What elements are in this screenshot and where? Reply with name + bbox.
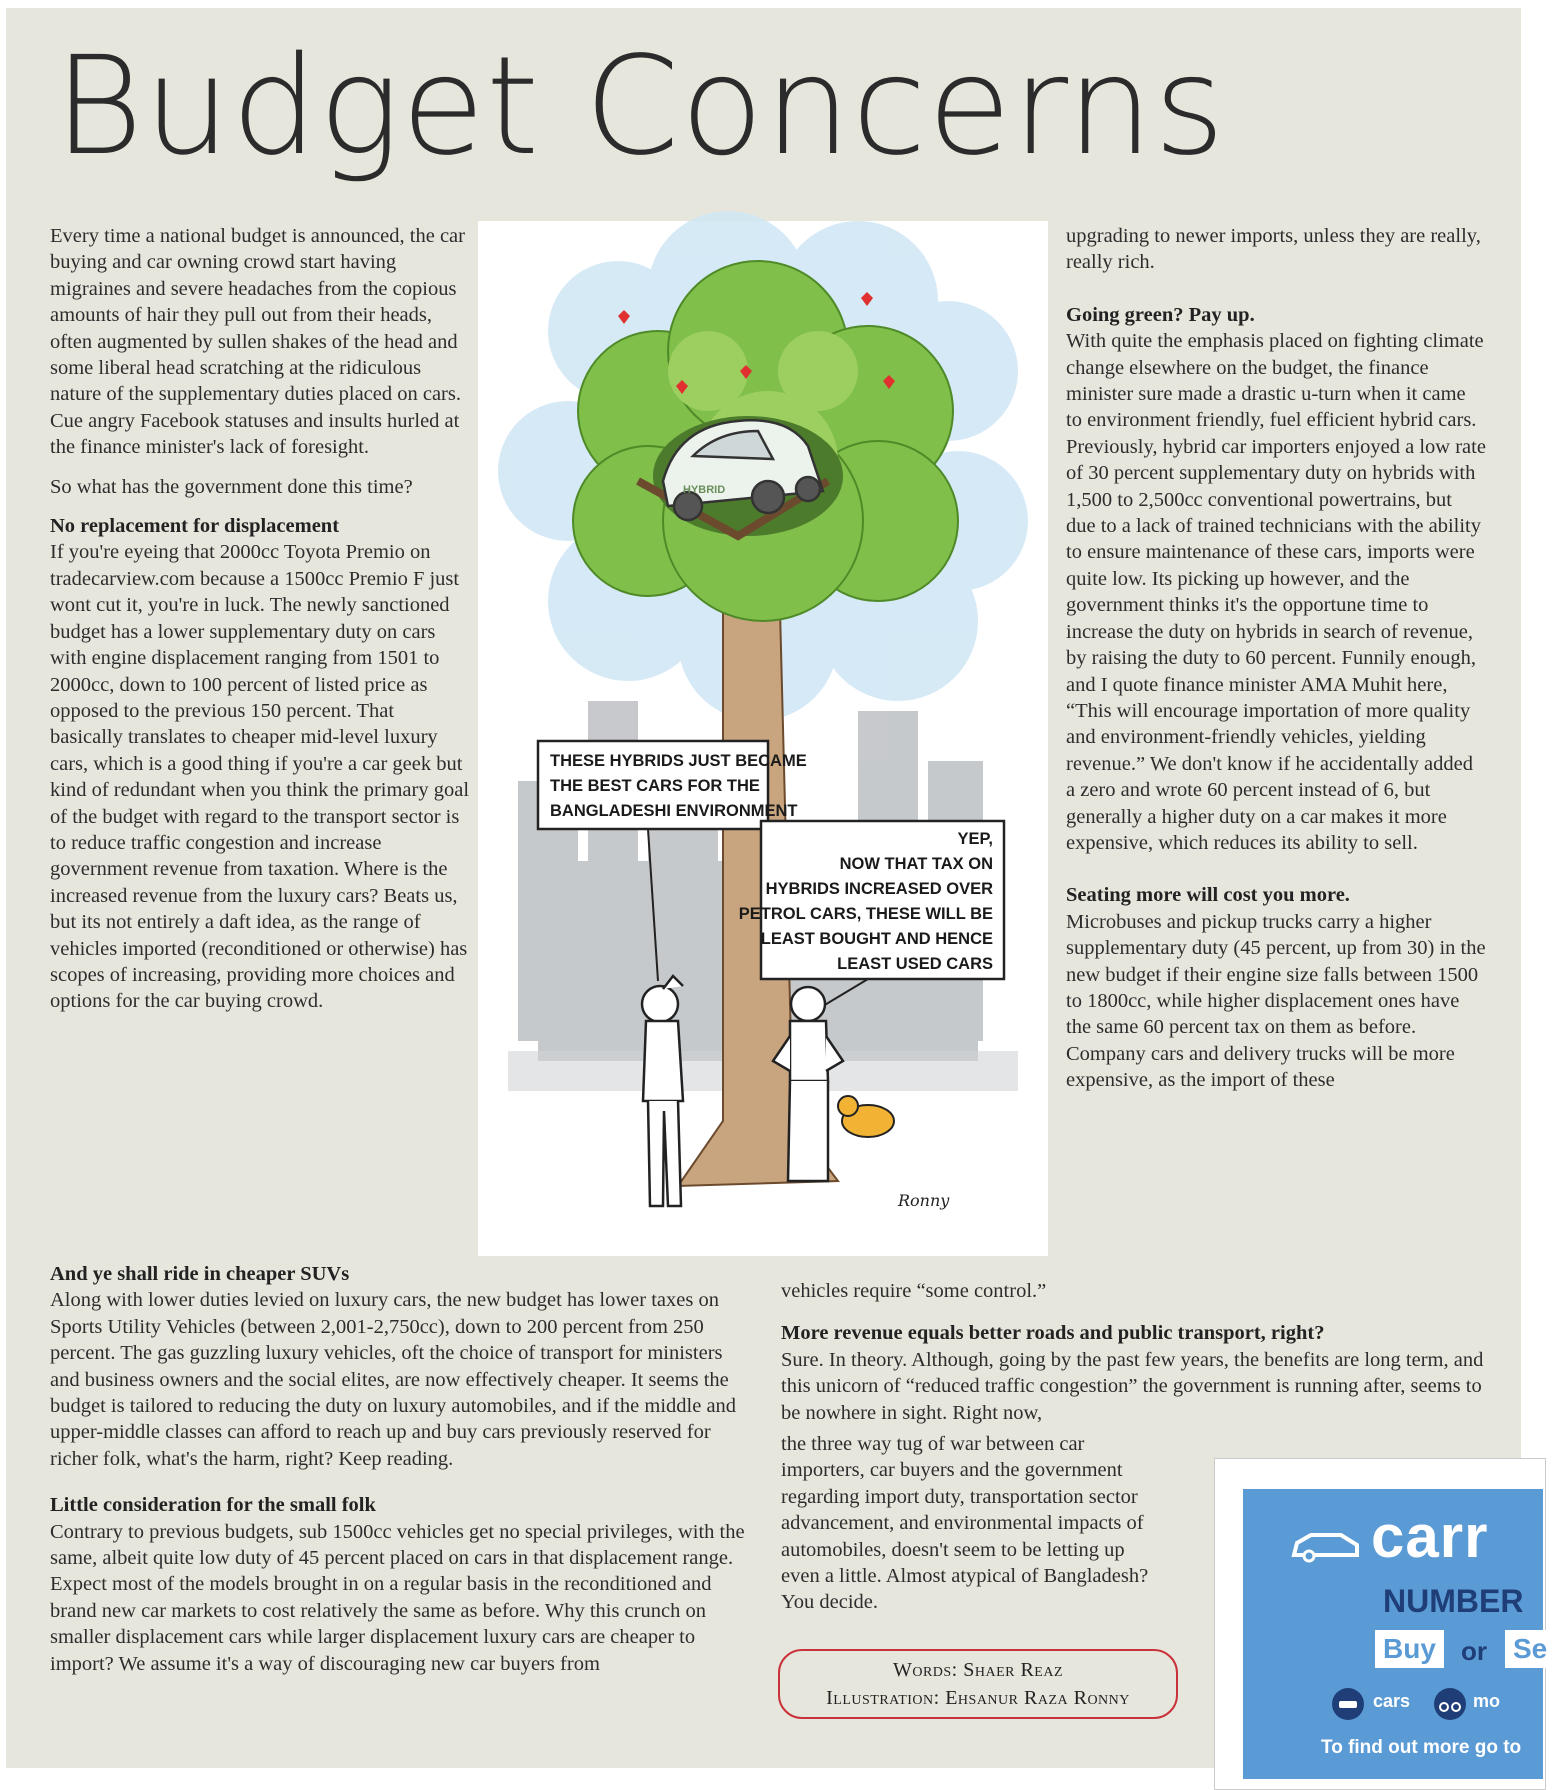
- ad-moto-label: mo: [1473, 1691, 1500, 1711]
- page-title: Budget Concerns: [54, 28, 1226, 186]
- column-lower-right-narrow: [781, 1431, 1161, 1629]
- section-heading-green: Going green? Pay up.: [1066, 303, 1255, 326]
- column-lower-right: [781, 1278, 1486, 1439]
- artist-signature: Ronny: [898, 1191, 950, 1210]
- section-body-revenue: Sure. In theory. Although, going by the past few years, the benefits are long term, and this unicorn of “reduced traffic congestion” the government is running after, seems to be nowhere in sight. Right now,: [781, 1348, 1484, 1424]
- credit-illustration: Illustration: Ehsanur Raza Ronny: [826, 1687, 1130, 1709]
- bubble-left-line: BANGLADESHI ENVIRONMENT: [550, 802, 798, 820]
- credits-box: [778, 1649, 1178, 1719]
- section-heading-small-folk: Little consideration for the small folk: [50, 1494, 376, 1517]
- dog-illustration: [838, 1096, 894, 1137]
- car-icon: [1331, 1687, 1365, 1721]
- bubble-right-line: PETROL CARS, THESE WILL BE: [738, 905, 993, 923]
- cartoon-illustration: [478, 221, 1048, 1256]
- section-body-revenue-cont: the three way tug of war between car importers, car buyers and the government regarding import duty, transportation sector advancement, and environmental impacts of automobiles, doesn't seem to be letting up even a little. Almost atypical of Bangladesh? You decide.: [781, 1433, 1149, 1614]
- bubble-right-line: HYBRIDS INCREASED OVER: [765, 880, 993, 898]
- ad-or: or: [1461, 1636, 1487, 1666]
- bubble-right-line: YEP,: [957, 830, 993, 848]
- ad-sell-button[interactable]: Se: [1505, 1630, 1555, 1668]
- section-heading-suvs: And ye shall ride in cheaper SUVs: [50, 1263, 350, 1285]
- column-left: [50, 223, 470, 1028]
- motorbike-icon: [1433, 1687, 1467, 1721]
- intro-question: So what has the government done this time?: [50, 475, 413, 498]
- figure-left: [642, 976, 683, 1206]
- ad-banner[interactable]: [1243, 1489, 1548, 1779]
- bubble-right-line: LEAST USED CARS: [837, 955, 993, 973]
- speech-bubble-right: [739, 821, 1004, 1006]
- credit-words: Words: Shaer Reaz: [892, 1659, 1064, 1681]
- continuation-paragraph: upgrading to newer imports, unless they are really, really rich.: [1066, 225, 1481, 274]
- section-heading-displacement: No replacement for displacement: [50, 515, 340, 538]
- intro-paragraph: Every time a national budget is announced, the car buying and car owning crowd start having migraines and severe headaches from the copious amounts of hair they pull out from their heads, often augmented by sullen shakes of the head and some liberal head scratching at the ridiculous nature of the supplementary duties placed on cars. Cue angry Facebook statuses and insults hurled at the finance minister's lack of foresight.: [50, 225, 465, 459]
- ad-cars-label: cars: [1373, 1691, 1411, 1711]
- bubble-right-line: NOW THAT TAX ON: [839, 855, 993, 873]
- magazine-page: [6, 8, 1548, 1768]
- section-body-green: With quite the emphasis placed on fighting climate change elsewhere on the budget, the finance minister sure made a drastic u-turn when it came to environment friendly, fuel efficient hybrid cars. Previously, hybrid car importers enjoyed a low rate of 30 percent supplementary duty on hybrids with 1,500 to 2,500cc conventional powertrains, but due to a lack of trained technicians with the ability to ensure maintenance of these cars, imports were quite low. Its picking up however, and the government thinks it's the opportune time to increase the duty on hybrids in search of revenue, by raising the duty to 60 percent. Funnily enough, and I quote finance minister AMA Muhit here, “This will encourage importation of more quality and environment-friendly vehicles, yielding revenue.” We don't know if he accidentally added a zero and wrote 60 percent instead of 6, but generally a higher duty on a car makes it more expensive, which reduces its ability to sell.: [1066, 330, 1486, 854]
- column-lower-left: [50, 1261, 745, 1690]
- ad-number: NUMBER: [1383, 1583, 1524, 1619]
- column-right: [1066, 223, 1486, 1107]
- bubble-left-line: THESE HYBRIDS JUST BECAME: [550, 752, 807, 770]
- section-body-small-folk: Contrary to previous budgets, sub 1500cc vehicles get no special privileges, with the same, albeit quite low duty of 45 percent placed on cars in that displacement range. Expect most of the models brought in on a regular basis in the reconditioned and brand new car markets to cost relatively the same as before. Why this crunch on smaller displacement cars while larger displacement luxury cars are cheaper to import? We assume it's a way of discouraging new car buyers from: [50, 1520, 745, 1675]
- advertisement[interactable]: [1214, 1458, 1546, 1790]
- section-body-seating: Microbuses and pickup trucks carry a higher supplementary duty (45 percent, up from 30) in the new budget if their engine size falls between 1500 to 1800cc, while higher displacement ones have the same 60 percent tax on them as before. Company cars and delivery trucks will be more expensive, as the import of these: [1066, 910, 1486, 1092]
- section-body-suvs: Along with lower duties levied on luxury cars, the new budget has lower taxes on Sports Utility Vehicles (between 2,001-2,750cc), down to 200 percent from 250 percent. The gas guzzling luxury vehicles, oft the choice of transport for ministers and business owners and the social elites, are now effectively cheaper. It seems the budget is tailored to reducing the duty on luxury automobiles, and if the middle and upper-middle classes can afford to reach up and buy cars previously reserved for richer folk, what's the harm, right? Keep reading.: [50, 1289, 737, 1470]
- seating-tail: vehicles require “some control.”: [781, 1280, 1047, 1302]
- section-body-displacement: If you're eyeing that 2000cc Toyota Premio on tradecarview.com because a 1500cc Premio F just wont cut it, you're in luck. The newly sanctioned budget has a lower supplementary duty on cars with engine displacement ranging from 1501 to 2000cc, down to 100 percent of listed price as opposed to the previous 150 percent. That basically translates to cheaper mid-level luxury cars, which is a good thing if you're a car geek but kind of redundant when you think the primary goal of the budget with regard to the transport sector is to reduce traffic congestion and increase government revenue from taxation. Where is the increased revenue from the luxury cars? Beats us, but its not entirely a daft idea, as the range of vehicles imported (reconditioned or otherwise) has scopes of increasing, providing more choices and options for the car buying crowd.: [50, 541, 470, 1013]
- section-heading-revenue: More revenue equals better roads and public transport, right?: [781, 1322, 1325, 1345]
- car-outline-icon: [1291, 1529, 1361, 1563]
- ad-footer-text: To find out more go to: [1321, 1737, 1522, 1758]
- bubble-left-line: THE BEST CARS FOR THE: [550, 777, 760, 795]
- ad-brand: carr: [1371, 1503, 1489, 1570]
- ad-buy-button[interactable]: Buy: [1375, 1630, 1444, 1668]
- section-heading-seating: Seating more will cost you more.: [1066, 884, 1350, 907]
- bubble-right-line: LEAST BOUGHT AND HENCE: [760, 930, 993, 948]
- car-badge: HYBRID: [683, 484, 726, 496]
